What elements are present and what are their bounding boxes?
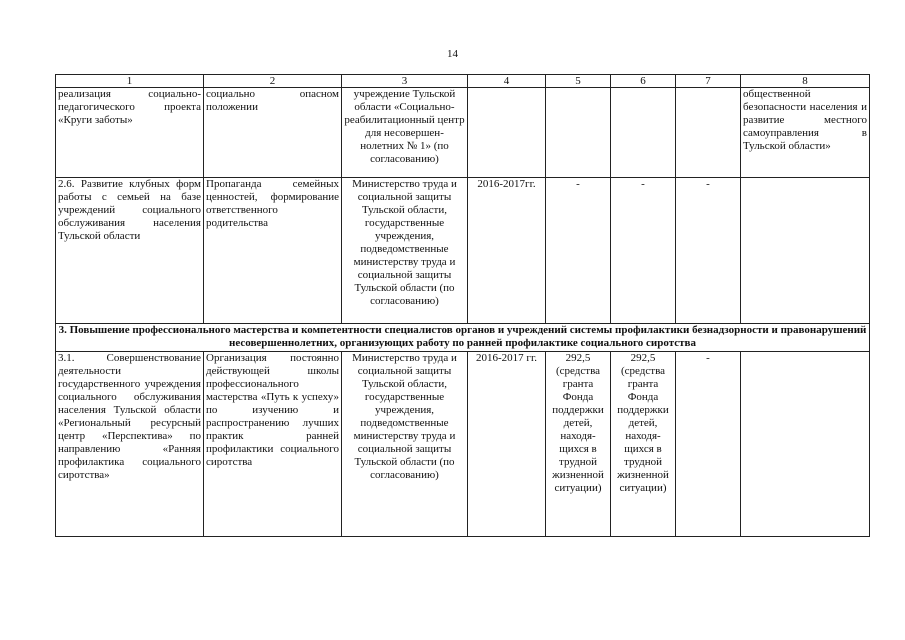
purpose-cell: Пропаганда семейных ценностей, формирование ответственного родительства (204, 178, 342, 324)
column-number-3: 3 (342, 75, 468, 88)
executor-cell: учреждение Тульской области «Социально-реабилитационный центр для несовершен-нолетних № 1» (по согласованию) (342, 88, 468, 178)
page-number: 14 (447, 48, 458, 60)
column-number-1: 1 (56, 75, 204, 88)
measures-table (55, 74, 870, 537)
column-number-6: 6 (611, 75, 676, 88)
column-number-5: 5 (546, 75, 611, 88)
measure-cell: реализация социально-педагогического проекта «Круги заботы» (56, 88, 204, 178)
funding-cell-6: 292,5 (средства гранта Фонда поддержки детей, находя-щихся в трудной жизненной ситуации) (611, 352, 676, 537)
column-number-row (56, 75, 870, 88)
period-cell: 2016-2017 гг. (468, 352, 546, 537)
program-cell (741, 178, 870, 324)
funding-cell-5: 292,5 (средства гранта Фонда поддержки детей, находя-щихся в трудной жизненной ситуации) (546, 352, 611, 537)
table-row-continuation (56, 88, 870, 178)
funding-cell-6 (611, 88, 676, 178)
executor-cell: Министерство труда и социальной защиты Тульской области, государственные учреждения, подведомственные министерству труда и социальной защиты Тульской области (по согласованию) (342, 352, 468, 537)
column-number-2: 2 (204, 75, 342, 88)
column-number-8: 8 (741, 75, 870, 88)
column-number-4: 4 (468, 75, 546, 88)
purpose-cell: социально опасном положении (204, 88, 342, 178)
funding-cell-5: - (546, 178, 611, 324)
section-heading-row (56, 324, 870, 352)
funding-cell-7: - (676, 178, 741, 324)
executor-cell: Министерство труда и социальной защиты Тульской области, государственные учреждения, подведомственные министерству труда и социальной защиты Тульской области (по согласованию) (342, 178, 468, 324)
section-3-heading: 3. Повышение профессионального мастерства и компетентности специалистов органов и учреждений системы профилактики безнадзорности и правонарушений несовершеннолетних, организующих работу по ранней профилактике социального сиротства (56, 324, 870, 352)
funding-cell-7 (676, 88, 741, 178)
funding-cell-5 (546, 88, 611, 178)
program-cell (741, 352, 870, 537)
table-row-2-6 (56, 178, 870, 324)
program-cell: общественной безопасности населения и развитие местного самоуправления в Тульской области» (741, 88, 870, 178)
column-number-7: 7 (676, 75, 741, 88)
measure-cell: 2.6. Развитие клубных форм работы с семьей на базе учреждений социального обслуживания населения Тульской области (56, 178, 204, 324)
purpose-cell: Организация постоянно действующей школы профессионального мастерства «Путь к успеху» по изучению и распространению лучших практик ранней профилактики социального сиротства (204, 352, 342, 537)
period-cell: 2016-2017гг. (468, 178, 546, 324)
funding-cell-7: - (676, 352, 741, 537)
measure-cell: 3.1. Совершенствование деятельности государственного учреждения социального обслуживания населения Тульской области «Региональный ресурсный центр «Перспектива» по направлению «Ранняя профилактика социального сиротства» (56, 352, 204, 537)
table-row-3-1 (56, 352, 870, 537)
period-cell (468, 88, 546, 178)
funding-cell-6: - (611, 178, 676, 324)
